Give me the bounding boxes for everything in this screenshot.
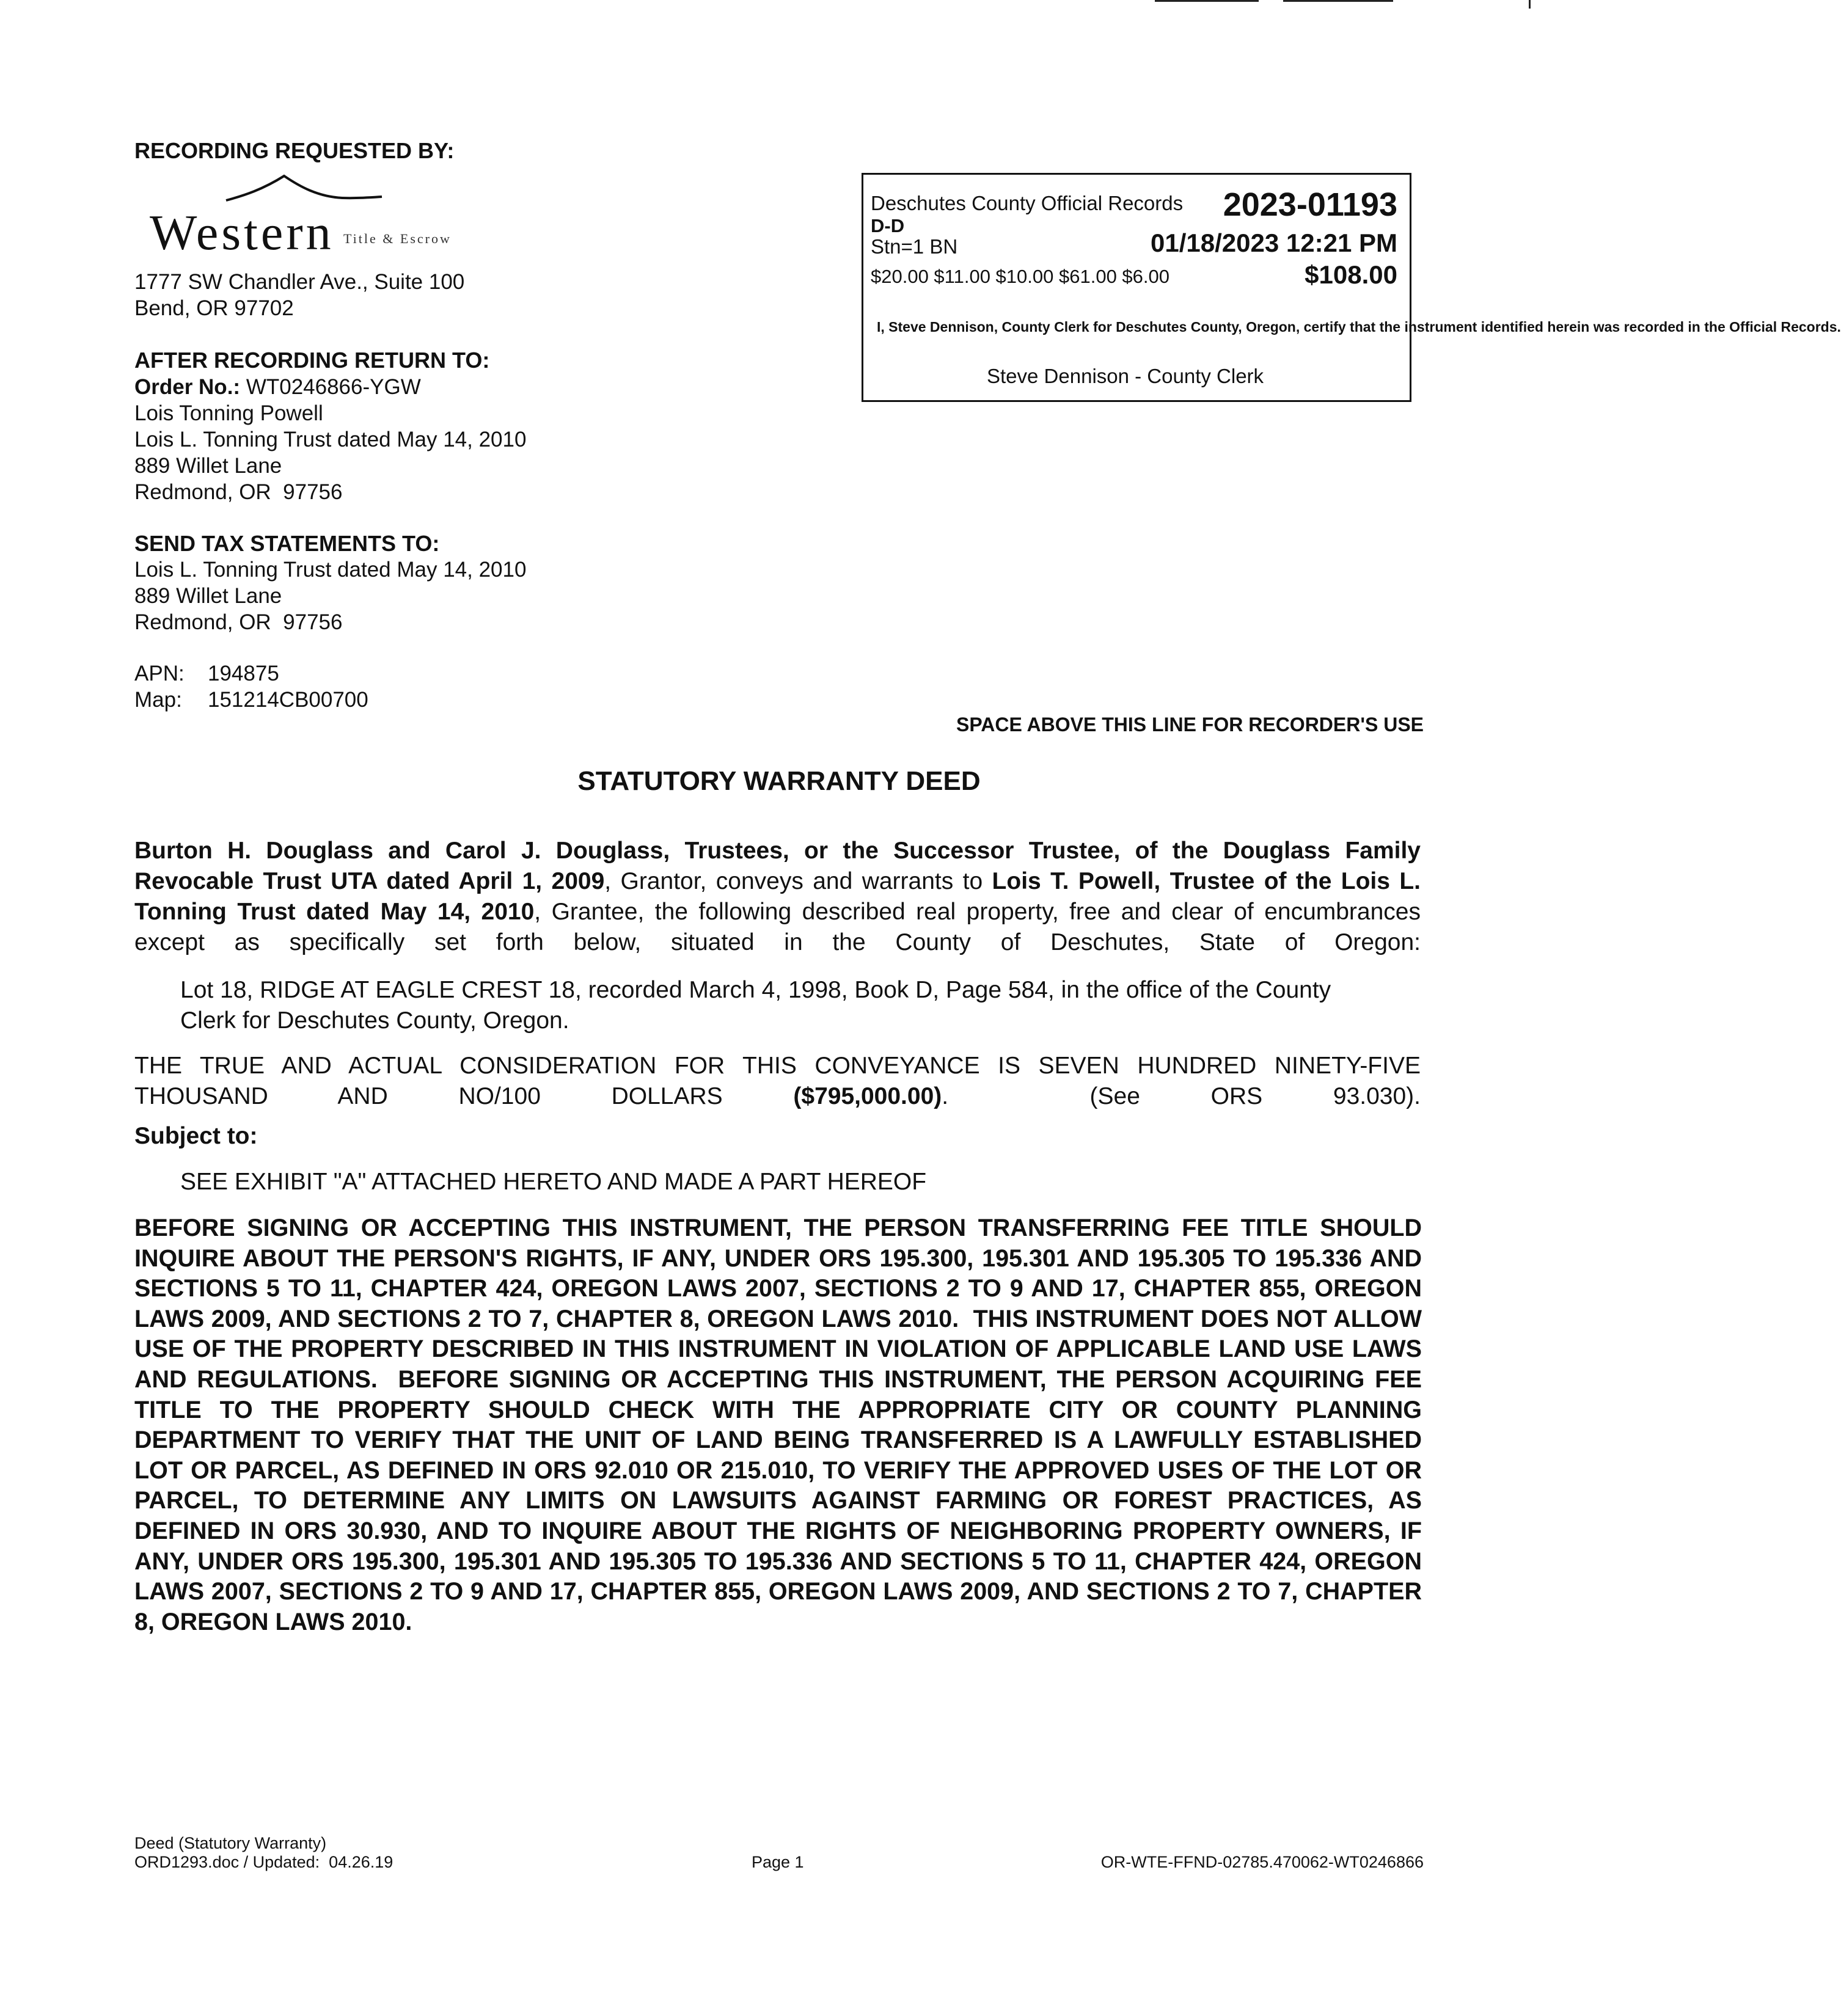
stamp-signature: Steve Dennison - County Clerk	[987, 365, 1264, 387]
footer-file-reference: OR-WTE-FFND-02785.470062-WT0246866	[1100, 1853, 1424, 1871]
mountain-logo-icon	[220, 171, 385, 208]
footer-form-name: Deed (Statutory Warranty)	[134, 1834, 327, 1852]
stamp-total: $108.00	[1305, 260, 1397, 289]
map-value: 151214CB00700	[208, 688, 368, 712]
map-label: Map:	[134, 688, 182, 712]
recorder-stamp	[862, 173, 1841, 402]
tax-statements-label: SEND TAX STATEMENTS TO:	[134, 531, 440, 556]
recorder-space-note: SPACE ABOVE THIS LINE FOR RECORDER'S USE	[956, 714, 1424, 736]
exhibit-reference: SEE EXHIBIT "A" ATTACHED HERETO AND MADE A PART HEREOF	[180, 1169, 927, 1195]
consideration-text: THE TRUE AND ACTUAL CONSIDERATION FOR THIS CONVEYANCE IS SEVEN HUNDRED NINETY-FIVE THOUSAND AND NO/100 DOLLARS	[134, 1053, 1427, 1109]
company-logo-wordmark: Western	[150, 205, 334, 260]
stamp-office: Deschutes County Official Records	[871, 192, 1184, 214]
order-number-line	[134, 374, 421, 400]
grantor-name: Burton H. Douglass and Carol J. Douglass, Trustees, or the Successor Trustee, of the Douglass Family Revocable Trust UTA dated April 1, 2009	[134, 838, 1421, 894]
consideration-amount: ($795,000.00)	[793, 1083, 942, 1109]
grantee-text: , Grantee, the following described real property, free and clear of encumbrances except as specifically set forth below, situated in the County of Deschutes, State of Oregon:	[134, 899, 1421, 955]
stamp-station: Stn=1 BN	[871, 235, 958, 258]
subject-to-label: Subject to:	[134, 1123, 258, 1149]
footer-form-file: ORD1293.doc / Updated: 04.26.19	[134, 1853, 393, 1871]
scan-mark	[1529, 0, 1531, 9]
tax-line: Redmond, OR 97756	[134, 610, 343, 634]
stamp-certification: I, Steve Dennison, County Clerk for Deschutes County, Oregon, certify that the instrument identified herein was recorded in the Official Records.	[877, 319, 1841, 335]
scan-mark	[1155, 0, 1259, 2]
scan-mark	[1283, 0, 1393, 2]
order-number-value: WT0246866-YGW	[246, 375, 421, 399]
company-logo-subtitle: Title & Escrow	[343, 231, 452, 246]
grantee-name: Lois T. Powell, Trustee of the Lois L. Tonning Trust dated May 14, 2010	[134, 868, 1421, 925]
conveyance-paragraph	[134, 836, 1421, 988]
company-address-line2: Bend, OR 97702	[134, 296, 294, 320]
stamp-code: D-D	[871, 215, 905, 236]
stamp-record-number: 2023-01193	[1223, 186, 1397, 223]
tax-line: 889 Willet Lane	[134, 584, 282, 608]
order-number-label: Order No.:	[134, 375, 241, 399]
footer-page-number: Page 1	[752, 1853, 804, 1871]
grantor-text: , Grantor, conveys and warrants to	[604, 868, 992, 894]
after-recording-label: AFTER RECORDING RETURN TO:	[134, 348, 490, 373]
statutory-warning: BEFORE SIGNING OR ACCEPTING THIS INSTRUMENT, THE PERSON TRANSFERRING FEE TITLE SHOULD INQUIRE ABOUT THE PERSON'S RIGHTS, IF ANY, UNDER ORS 195.300, 195.301 AND 195.305 TO 195.336 AND SECTIONS 5 TO 11, CHAPTER 424, OREGON LAWS 2007, SECTIONS 2 TO 9 AND 17, CHAPTER 855, OREGON LAWS 2009, AND SECTIONS 2 TO 7, CHAPTER 8, OREGON LAWS 2010. THIS INSTRUMENT DOES NOT ALLOW USE OF THE PROPERTY DESCRIBED IN THIS INSTRUMENT IN VIOLATION OF APPLICABLE LAND USE LAWS AND REGULATIONS. BEFORE SIGNING OR ACCEPTING THIS INSTRUMENT, THE PERSON ACQUIRING FEE TITLE TO THE PROPERTY SHOULD CHECK WITH THE APPROPRIATE CITY OR COUNTY PLANNING DEPARTMENT TO VERIFY THAT THE UNIT OF LAND BEING TRANSFERRED IS A LAWFULLY ESTABLISHED LOT OR PARCEL, AS DEFINED IN ORS 92.010 OR 215.010, TO VERIFY THE APPROVED USES OF THE LOT OR PARCEL, TO DETERMINE ANY LIMITS ON LAWSUITS AGAINST FARMING OR FOREST PRACTICES, AS DEFINED IN ORS 30.930, AND TO INQUIRE ABOUT THE RIGHTS OF NEIGHBORING PROPERTY OWNERS, IF ANY, UNDER ORS 195.300, 195.301 AND 195.305 TO 195.336 AND SECTIONS 5 TO 11, CHAPTER 424, OREGON LAWS 2007, SECTIONS 2 TO 9 AND 17, CHAPTER 855, OREGON LAWS 2009, AND SECTIONS 2 TO 7, CHAPTER 8, OREGON LAWS 2010.	[134, 1214, 1429, 1635]
stamp-fees: $20.00 $11.00 $10.00 $61.00 $6.00	[871, 266, 1169, 287]
return-line: Redmond, OR 97756	[134, 480, 343, 504]
document-title: STATUTORY WARRANTY DEED	[577, 766, 981, 796]
apn-label: APN:	[134, 662, 185, 685]
return-line: 889 Willet Lane	[134, 454, 282, 478]
consideration-reference: . (See ORS 93.030).	[942, 1083, 1421, 1109]
company-address-line1: 1777 SW Chandler Ave., Suite 100	[134, 270, 465, 294]
legal-description: Lot 18, RIDGE AT EAGLE CREST 18, recorded March 4, 1998, Book D, Page 584, in the office of the County Clerk for Deschutes County, Oregon.	[180, 977, 1331, 1034]
return-line: Lois Tonning Powell	[134, 401, 323, 425]
tax-line: Lois L. Tonning Trust dated May 14, 2010	[134, 558, 527, 582]
stamp-datetime: 01/18/2023 12:21 PM	[1151, 228, 1397, 257]
consideration-paragraph	[134, 1051, 1427, 1142]
return-line: Lois L. Tonning Trust dated May 14, 2010	[134, 428, 527, 451]
apn-value: 194875	[208, 662, 279, 685]
recording-requested-by-label: RECORDING REQUESTED BY:	[134, 138, 455, 163]
